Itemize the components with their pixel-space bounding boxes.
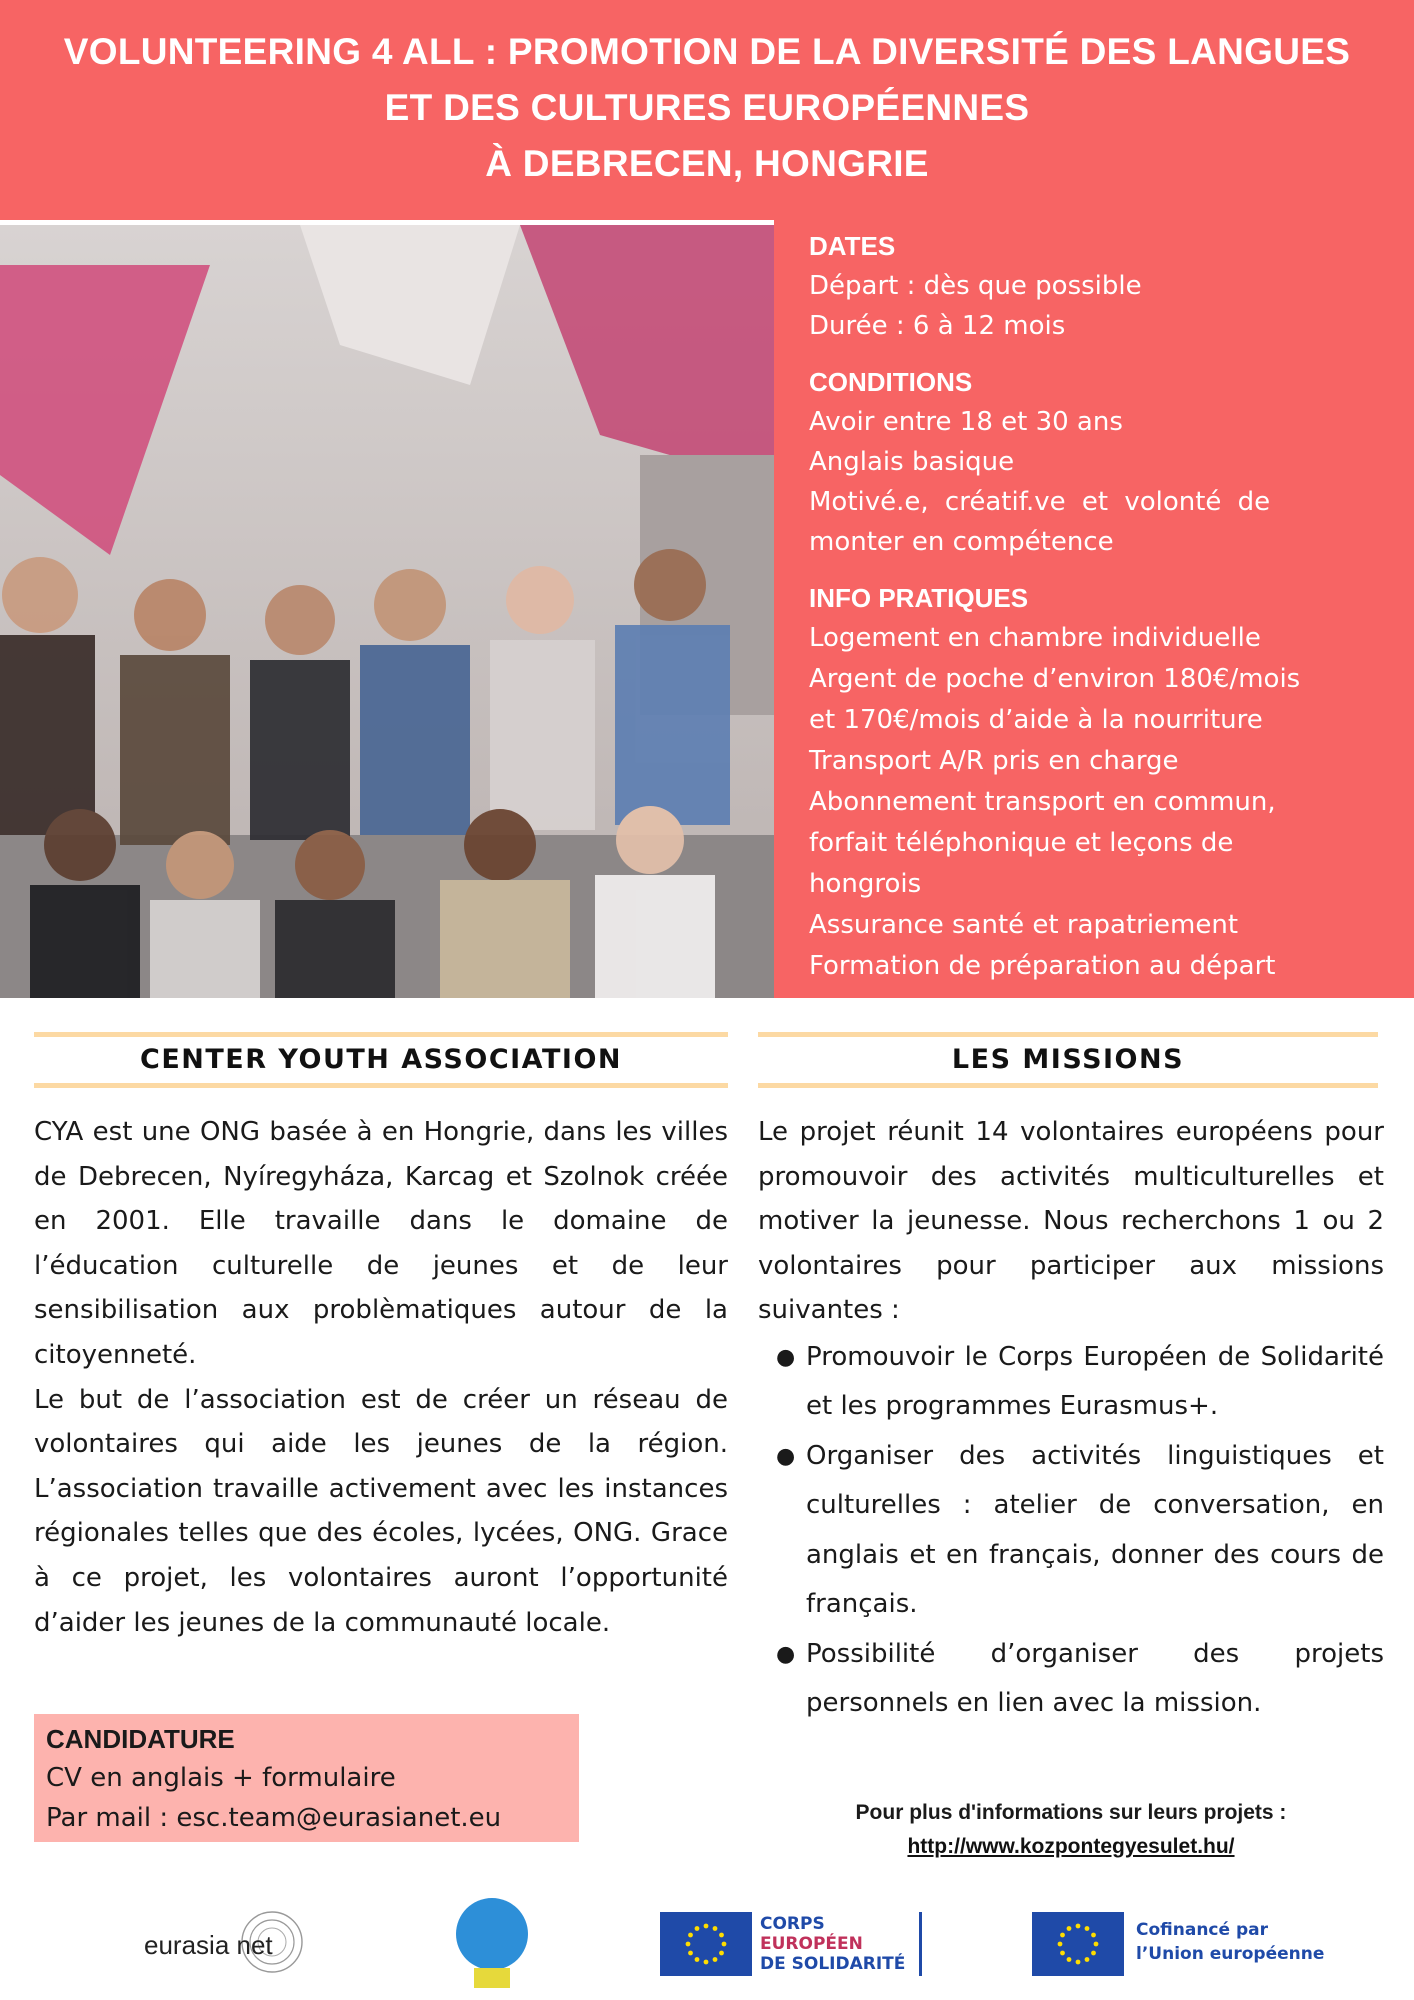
- bullet-icon: ●: [776, 1443, 796, 1469]
- conditions-line: Motivé.e, créatif.ve et volonté de: [809, 487, 1271, 517]
- eu-flag-icon: [660, 1912, 752, 1976]
- mission-text: Promouvoir le Corps Européen de Solidarité et les programmes Eurasmus+.: [806, 1341, 1384, 1422]
- corps-line: EUROPÉEN: [760, 1934, 863, 1954]
- title-line-3: À DEBRECEN, HONGRIE: [485, 143, 929, 184]
- website-link[interactable]: http://www.kozpontegyesulet.hu/: [907, 1835, 1235, 1858]
- group-photo-illustration: [0, 225, 774, 998]
- conditions-heading: CONDITIONS: [809, 367, 973, 397]
- pratiques-line: Transport A/R pris en charge: [809, 746, 1179, 776]
- union-line: l’Union européenne: [1136, 1944, 1325, 1964]
- missions-heading: LES MISSIONS: [758, 1032, 1378, 1088]
- title-line-2: ET DES CULTURES EUROPÉENNES: [384, 87, 1030, 128]
- corps-text: [760, 1914, 905, 1974]
- association-paragraph-2: Le but de l’association est de créer un réseau de volontaires qui aide les jeunes de la région. L’association travaille activement avec les instances régionales telles que des écoles, lycées, ONG. Grace à ce projet, les volontaires auront l’opportunité d’aider les jeunes de la communauté locale.: [34, 1384, 728, 1638]
- pratiques-line: hongrois: [809, 869, 922, 899]
- candidature-box: [34, 1714, 579, 1842]
- group-photo: [0, 225, 774, 998]
- corps-line: CORPS: [760, 1914, 825, 1934]
- list-item: [758, 1630, 1384, 1729]
- pratiques-line: et 170€/mois d’aide à la nourriture: [809, 705, 1263, 735]
- candidature-heading: CANDIDATURE: [46, 1724, 235, 1754]
- candidature-email[interactable]: Par mail : esc.team@eurasianet.eu: [46, 1803, 502, 1833]
- info-panel: [774, 220, 1414, 998]
- association-heading: CENTER YOUTH ASSOCIATION: [34, 1032, 728, 1088]
- more-info-label: Pour plus d'informations sur leurs projets :: [855, 1801, 1287, 1824]
- conditions-line: Anglais basique: [809, 447, 1015, 477]
- corps-europeen-logo: [660, 1912, 922, 1976]
- eu-stars-icon: [1032, 1912, 1124, 1976]
- dates-line: Départ : dès que possible: [809, 271, 1142, 301]
- kozpont-badge-icon: [452, 1898, 532, 1990]
- missions-intro: Le projet réunit 14 volontaires européens pour promouvoir des activités multiculturelles et motiver la jeunesse. Nous recherchons 1 ou 2 volontaires pour participer aux missions suivantes :: [758, 1117, 1384, 1326]
- pratiques-heading: INFO PRATIQUES: [809, 583, 1029, 613]
- list-item: [758, 1333, 1384, 1432]
- pratiques-line: Formation de préparation au départ: [809, 951, 1276, 981]
- association-text: [34, 1110, 728, 1645]
- list-item: [758, 1432, 1384, 1630]
- dates-heading: DATES: [809, 231, 896, 261]
- dates-line: Durée : 6 à 12 mois: [809, 311, 1066, 341]
- pratiques-line: forfait téléphonique et leçons de: [809, 828, 1234, 858]
- title-line-1: VOLUNTEERING 4 ALL : PROMOTION DE LA DIVERSITÉ DES LANGUES: [63, 31, 1351, 72]
- corps-line: DE SOLIDARITÉ: [760, 1954, 906, 1974]
- missions-list: [758, 1333, 1384, 1729]
- association-paragraph-1: CYA est une ONG basée à en Hongrie, dans les villes de Debrecen, Nyíregyháza, Karcag et Szolnok créée en 2001. Elle travaille dans le domaine de l’éducation culturelle de jeunes et de leur sensibilisation aux problèmatiques autour de la citoyenneté.: [34, 1117, 728, 1370]
- mission-text: Possibilité d’organiser des projets personnels en lien avec la mission.: [806, 1638, 1384, 1719]
- conditions-line: Avoir entre 18 et 30 ans: [809, 407, 1123, 437]
- pratiques-line: Argent de poche d’environ 180€/mois: [809, 664, 1301, 694]
- conditions-line: monter en compétence: [809, 527, 1114, 557]
- bullet-icon: ●: [776, 1344, 796, 1370]
- footer-logos: [0, 1890, 1414, 2000]
- pratiques-line: Logement en chambre individuelle: [809, 623, 1261, 653]
- union-text: [1136, 1918, 1324, 1966]
- mission-text: Organiser des activités linguistiques et culturelles : atelier de conversation, en anglais et en français, donner des cours de français.: [806, 1440, 1384, 1620]
- more-info: [758, 1796, 1384, 1864]
- divider: [919, 1912, 922, 1976]
- eu-flag-icon: [1032, 1912, 1124, 1976]
- missions-text: [758, 1110, 1384, 1729]
- eurasia-net-wordmark: eurasia net: [144, 1930, 273, 1960]
- pratiques-line: Abonnement transport en commun,: [809, 787, 1276, 817]
- kozpont-logo: [452, 1898, 532, 1990]
- candidature-line: CV en anglais + formulaire: [46, 1763, 396, 1793]
- eurasia-net-logo: [140, 1908, 310, 1978]
- page-header: [0, 0, 1414, 220]
- eu-stars-icon: [660, 1912, 752, 1976]
- eu-cofinance-logo: [1032, 1912, 1362, 1976]
- bullet-icon: ●: [776, 1641, 796, 1667]
- union-line: Cofinancé par: [1136, 1920, 1268, 1940]
- pratiques-line: Assurance santé et rapatriement: [809, 910, 1239, 940]
